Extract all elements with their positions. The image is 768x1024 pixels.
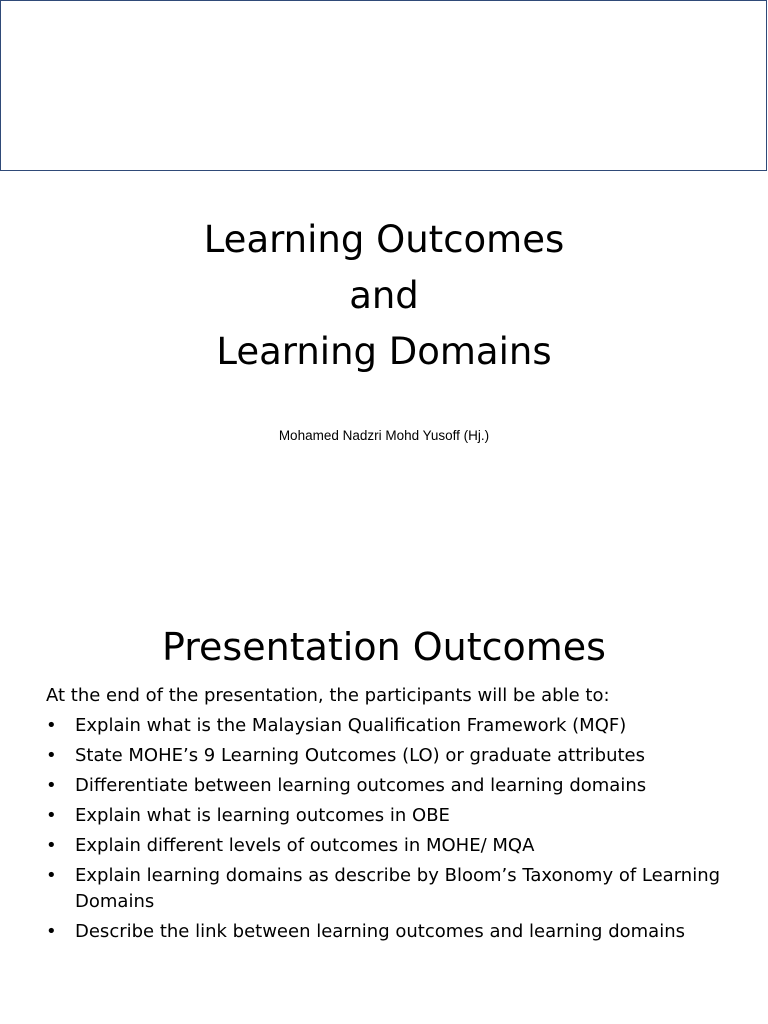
section-title: Presentation Outcomes (162, 625, 606, 669)
bullet-icon: • (46, 775, 57, 796)
title-line: Learning Domains (216, 330, 552, 373)
header-frame (0, 0, 767, 171)
outcomes-list (46, 713, 746, 945)
outcomes-section (46, 683, 746, 949)
list-item-text: State MOHE’s 9 Learning Outcomes (LO) or graduate attributes (75, 745, 646, 766)
list-item-text: Explain different levels of outcomes in MOHE/ MQA (75, 835, 535, 856)
list-item (46, 743, 746, 769)
list-item-text: Explain what is the Malaysian Qualification Framework (MQF) (75, 715, 627, 736)
intro-text: At the end of the presentation, the participants will be able to: (46, 685, 610, 706)
list-item (46, 919, 746, 945)
bullet-icon: • (46, 921, 57, 942)
bullet-icon: • (46, 835, 57, 856)
list-item (46, 863, 746, 915)
list-item (46, 803, 746, 829)
list-item (46, 713, 746, 739)
slide-title (0, 212, 768, 380)
list-item-text: Explain what is learning outcomes in OBE (75, 805, 450, 826)
list-item-text: Explain learning domains as describe by Bloom’s Taxonomy of Learning Domains (75, 865, 721, 912)
list-item (46, 833, 746, 859)
bullet-icon: • (46, 805, 57, 826)
bullet-icon: • (46, 715, 57, 736)
bullet-icon: • (46, 745, 57, 766)
title-line: and (349, 274, 419, 317)
title-line: Learning Outcomes (203, 218, 565, 261)
author-name: Mohamed Nadzri Mohd Yusoff (Hj.) (278, 428, 490, 443)
list-item (46, 773, 746, 799)
list-item-text: Differentiate between learning outcomes and learning domains (75, 775, 647, 796)
list-item-text: Describe the link between learning outcomes and learning domains (75, 921, 685, 942)
bullet-icon: • (46, 865, 57, 886)
